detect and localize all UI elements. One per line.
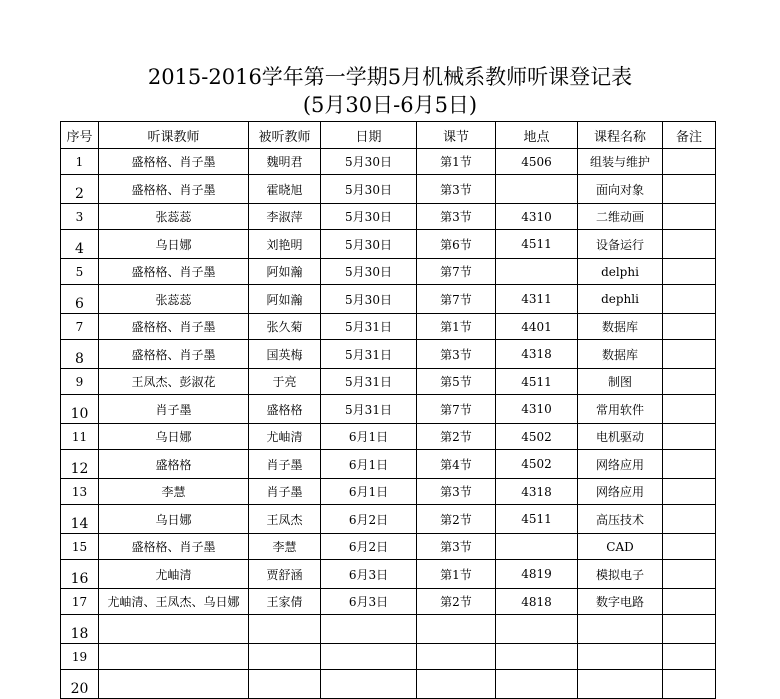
table-row — [61, 204, 716, 230]
cell-note — [663, 589, 716, 615]
cell-lecturer: 刘艳明 — [249, 230, 321, 259]
table-row — [61, 670, 716, 699]
cell-course: 网络应用 — [578, 479, 663, 505]
cell-lecturer: 张久菊 — [249, 314, 321, 340]
cell-course: 制图 — [578, 369, 663, 395]
cell-note — [663, 259, 716, 285]
header-listener: 听课教师 — [99, 122, 249, 149]
cell-lecturer: 阿如瀚 — [249, 285, 321, 314]
table-row — [61, 644, 716, 670]
table-row — [61, 395, 716, 424]
cell-course — [578, 615, 663, 644]
cell-course: CAD — [578, 534, 663, 560]
cell-room: 4310 — [496, 204, 578, 230]
cell-room: 4511 — [496, 230, 578, 259]
cell-date: 6月2日 — [321, 505, 417, 534]
cell-period: 第3节 — [417, 479, 496, 505]
cell-lecturer: 李慧 — [249, 534, 321, 560]
cell-note — [663, 395, 716, 424]
cell-date: 5月30日 — [321, 230, 417, 259]
cell-note — [663, 340, 716, 369]
table-row — [61, 230, 716, 259]
cell-note — [663, 479, 716, 505]
cell-period — [417, 670, 496, 699]
header-course: 课程名称 — [578, 122, 663, 149]
table-row — [61, 259, 716, 285]
cell-note — [663, 505, 716, 534]
cell-listener: 张蕊蕊 — [99, 285, 249, 314]
cell-listener: 盛格格、肖子墨 — [99, 314, 249, 340]
table-row — [61, 149, 716, 175]
cell-room — [496, 644, 578, 670]
cell-period: 第3节 — [417, 534, 496, 560]
cell-listener — [99, 615, 249, 644]
cell-date: 5月30日 — [321, 204, 417, 230]
cell-period: 第6节 — [417, 230, 496, 259]
cell-period — [417, 615, 496, 644]
page-subtitle: (5月30日-6月5日) — [302, 93, 478, 117]
cell-listener: 肖子墨 — [99, 395, 249, 424]
cell-course: 常用软件 — [578, 395, 663, 424]
cell-listener: 王凤杰、彭淑花 — [99, 369, 249, 395]
cell-date — [321, 615, 417, 644]
table-row — [61, 615, 716, 644]
cell-date: 5月31日 — [321, 369, 417, 395]
cell-lecturer — [249, 670, 321, 699]
cell-period: 第3节 — [417, 204, 496, 230]
cell-note — [663, 670, 716, 699]
cell-listener: 乌日娜 — [99, 424, 249, 450]
cell-seq: 8 — [61, 340, 99, 369]
cell-room — [496, 670, 578, 699]
cell-seq: 3 — [61, 204, 99, 230]
cell-note — [663, 424, 716, 450]
cell-period: 第3节 — [417, 175, 496, 204]
cell-seq: 12 — [61, 450, 99, 479]
cell-room: 4310 — [496, 395, 578, 424]
table-row — [61, 479, 716, 505]
cell-period: 第2节 — [417, 424, 496, 450]
table-row — [61, 560, 716, 589]
cell-listener: 盛格格、肖子墨 — [99, 149, 249, 175]
cell-lecturer — [249, 644, 321, 670]
cell-note — [663, 230, 716, 259]
cell-lecturer: 魏明君 — [249, 149, 321, 175]
cell-period: 第3节 — [417, 340, 496, 369]
cell-course: 数据库 — [578, 340, 663, 369]
cell-listener: 盛格格、肖子墨 — [99, 259, 249, 285]
table-row — [61, 505, 716, 534]
cell-date: 6月1日 — [321, 424, 417, 450]
cell-period: 第2节 — [417, 505, 496, 534]
cell-room — [496, 259, 578, 285]
cell-listener: 盛格格、肖子墨 — [99, 534, 249, 560]
cell-note — [663, 204, 716, 230]
cell-seq: 9 — [61, 369, 99, 395]
cell-lecturer: 盛格格 — [249, 395, 321, 424]
cell-course: 组装与维护 — [578, 149, 663, 175]
cell-lecturer: 李淑萍 — [249, 204, 321, 230]
registration-table — [60, 121, 716, 699]
cell-date: 5月31日 — [321, 314, 417, 340]
cell-note — [663, 149, 716, 175]
table-row — [61, 589, 716, 615]
cell-seq: 4 — [61, 230, 99, 259]
cell-course: 网络应用 — [578, 450, 663, 479]
cell-lecturer: 于亮 — [249, 369, 321, 395]
cell-lecturer: 肖子墨 — [249, 450, 321, 479]
cell-note — [663, 615, 716, 644]
cell-room — [496, 615, 578, 644]
cell-room: 4318 — [496, 340, 578, 369]
cell-date: 5月31日 — [321, 395, 417, 424]
cell-course: 高压技术 — [578, 505, 663, 534]
cell-date: 6月3日 — [321, 560, 417, 589]
cell-seq: 10 — [61, 395, 99, 424]
cell-room — [496, 534, 578, 560]
table-row — [61, 424, 716, 450]
cell-note — [663, 534, 716, 560]
cell-listener — [99, 644, 249, 670]
cell-room: 4401 — [496, 314, 578, 340]
cell-lecturer: 肖子墨 — [249, 479, 321, 505]
cell-period — [417, 644, 496, 670]
cell-lecturer: 王家倩 — [249, 589, 321, 615]
cell-course: 设备运行 — [578, 230, 663, 259]
cell-room: 4311 — [496, 285, 578, 314]
cell-date: 6月1日 — [321, 479, 417, 505]
cell-listener: 李慧 — [99, 479, 249, 505]
cell-seq: 14 — [61, 505, 99, 534]
cell-note — [663, 175, 716, 204]
cell-seq: 16 — [61, 560, 99, 589]
cell-seq: 18 — [61, 615, 99, 644]
cell-listener: 乌日娜 — [99, 505, 249, 534]
cell-date: 5月30日 — [321, 285, 417, 314]
cell-course — [578, 670, 663, 699]
cell-listener: 盛格格、肖子墨 — [99, 175, 249, 204]
cell-note — [663, 285, 716, 314]
cell-course: 数据库 — [578, 314, 663, 340]
cell-listener: 尤岫清、王凤杰、乌日娜 — [99, 589, 249, 615]
cell-course — [578, 644, 663, 670]
cell-lecturer: 霍晓旭 — [249, 175, 321, 204]
cell-note — [663, 369, 716, 395]
cell-note — [663, 560, 716, 589]
cell-room: 4506 — [496, 149, 578, 175]
cell-room: 4818 — [496, 589, 578, 615]
cell-lecturer: 贾舒涵 — [249, 560, 321, 589]
cell-seq: 2 — [61, 175, 99, 204]
cell-room: 4318 — [496, 479, 578, 505]
table-row — [61, 175, 716, 204]
cell-room: 4819 — [496, 560, 578, 589]
cell-date: 5月30日 — [321, 149, 417, 175]
header-seq: 序号 — [61, 122, 99, 149]
cell-room: 4502 — [496, 424, 578, 450]
header-room: 地点 — [496, 122, 578, 149]
cell-period: 第4节 — [417, 450, 496, 479]
cell-date: 6月1日 — [321, 450, 417, 479]
cell-lecturer: 王凤杰 — [249, 505, 321, 534]
cell-course: delphi — [578, 259, 663, 285]
cell-listener: 张蕊蕊 — [99, 204, 249, 230]
cell-seq: 6 — [61, 285, 99, 314]
cell-listener: 盛格格 — [99, 450, 249, 479]
cell-date: 6月2日 — [321, 534, 417, 560]
cell-listener — [99, 670, 249, 699]
page-title: 2015-2016学年第一学期5月机械系教师听课登记表 — [147, 65, 633, 89]
cell-room — [496, 175, 578, 204]
table-row — [61, 450, 716, 479]
cell-seq: 17 — [61, 589, 99, 615]
cell-course: 二维动画 — [578, 204, 663, 230]
header-date: 日期 — [321, 122, 417, 149]
cell-lecturer — [249, 615, 321, 644]
cell-room: 4511 — [496, 369, 578, 395]
table-row — [61, 314, 716, 340]
cell-seq: 20 — [61, 670, 99, 699]
header-lecturer: 被听教师 — [249, 122, 321, 149]
cell-course: 模拟电子 — [578, 560, 663, 589]
header-period: 课节 — [417, 122, 496, 149]
cell-seq: 1 — [61, 149, 99, 175]
cell-period: 第1节 — [417, 314, 496, 340]
cell-lecturer: 阿如瀚 — [249, 259, 321, 285]
cell-seq: 15 — [61, 534, 99, 560]
cell-room: 4511 — [496, 505, 578, 534]
cell-date — [321, 644, 417, 670]
cell-course: 数字电路 — [578, 589, 663, 615]
cell-course: dephli — [578, 285, 663, 314]
cell-seq: 5 — [61, 259, 99, 285]
cell-period: 第1节 — [417, 149, 496, 175]
cell-date: 5月30日 — [321, 175, 417, 204]
cell-date: 6月3日 — [321, 589, 417, 615]
cell-period: 第1节 — [417, 560, 496, 589]
cell-note — [663, 450, 716, 479]
table-row — [61, 534, 716, 560]
cell-seq: 7 — [61, 314, 99, 340]
cell-lecturer: 国英梅 — [249, 340, 321, 369]
cell-period: 第7节 — [417, 259, 496, 285]
cell-listener: 乌日娜 — [99, 230, 249, 259]
cell-period: 第5节 — [417, 369, 496, 395]
cell-date — [321, 670, 417, 699]
cell-course: 电机驱动 — [578, 424, 663, 450]
cell-seq: 19 — [61, 644, 99, 670]
header-note: 备注 — [663, 122, 716, 149]
cell-room: 4502 — [496, 450, 578, 479]
cell-course: 面向对象 — [578, 175, 663, 204]
table-row — [61, 369, 716, 395]
cell-period: 第2节 — [417, 589, 496, 615]
cell-period: 第7节 — [417, 285, 496, 314]
cell-date: 5月30日 — [321, 259, 417, 285]
header-row — [61, 122, 716, 149]
cell-seq: 11 — [61, 424, 99, 450]
cell-note — [663, 314, 716, 340]
table-row — [61, 340, 716, 369]
cell-note — [663, 644, 716, 670]
cell-listener: 尤岫清 — [99, 560, 249, 589]
cell-lecturer: 尤岫清 — [249, 424, 321, 450]
cell-period: 第7节 — [417, 395, 496, 424]
cell-listener: 盛格格、肖子墨 — [99, 340, 249, 369]
cell-date: 5月31日 — [321, 340, 417, 369]
table-row — [61, 285, 716, 314]
cell-seq: 13 — [61, 479, 99, 505]
